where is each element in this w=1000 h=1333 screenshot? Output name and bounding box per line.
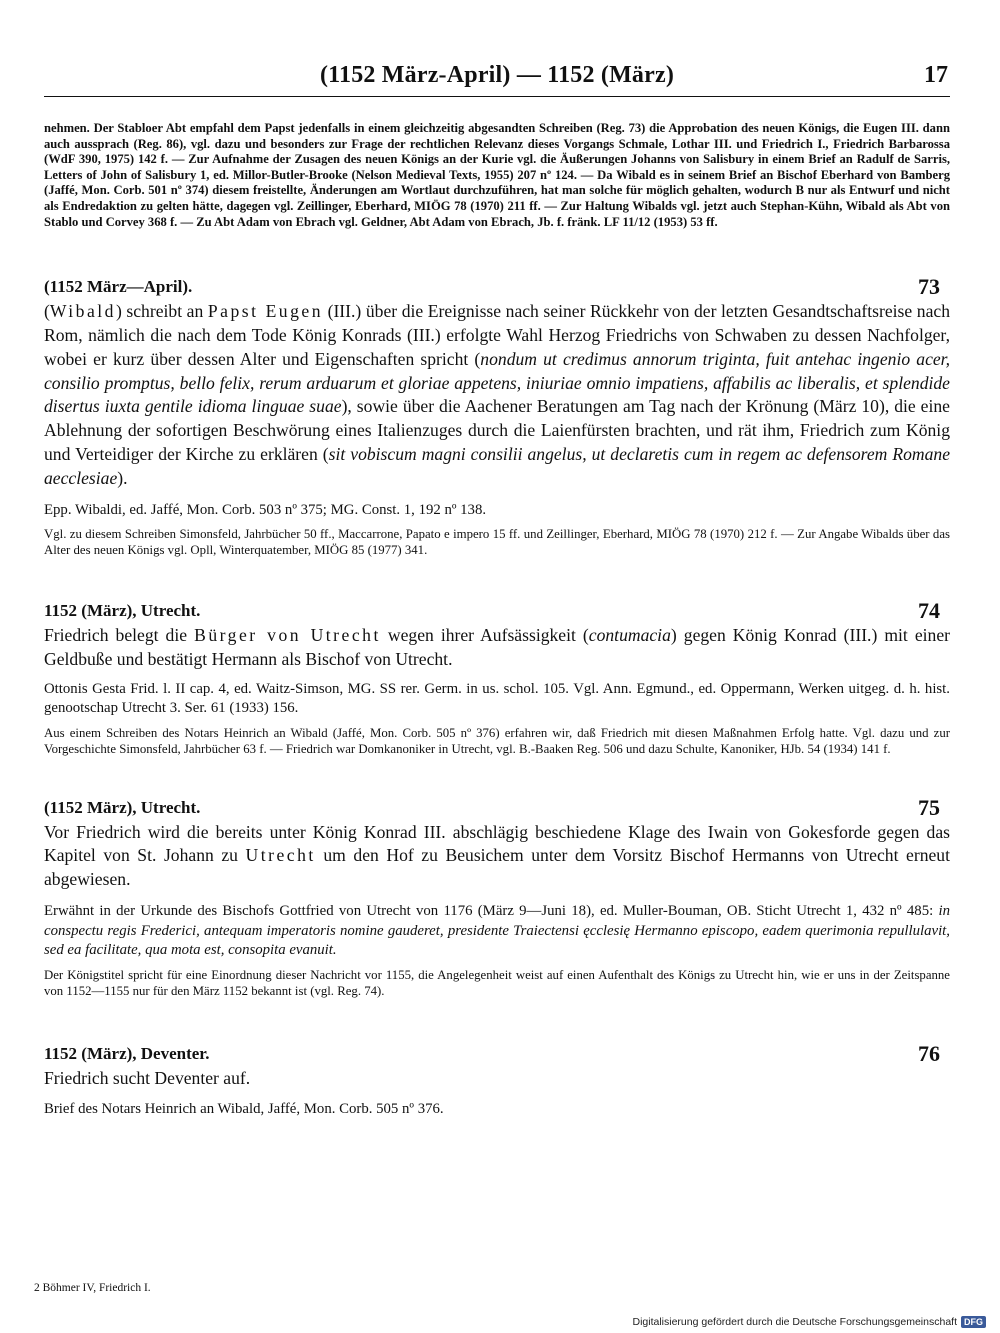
entry-number: 74 [918,598,940,624]
entry-heading [44,795,950,821]
running-title: (1152 März-April) — 1152 (März) [319,62,675,88]
entry-text: (Wibald) schreibt an Papst Eugen (III.) über die Ereignisse nach seiner Rückkehr von der letzten Gesandtschaftsreise nach Rom, nämlich die nach dem Tode König Konrads (III.) erfolgte Wahl Herzog Friedrichs von Schwaben zu dessen Nachfolger, wobei er kurz über dessen Alter und Eigenschaften spricht (nondum ut credimus annorum triginta, fuit antehac ingenio acer, consilio promptus, bello felix, rerum arduarum et gloriae appetens, iniuriae omnio impatiens, affabilis ac liberalis, et splendide disertus iuxta gentile idioma linguae suae), sowie über die Aachener Beratungen am Tag nach der Krönung (März 10), die eine Ablehnung der sofortigen Beschwörung eines Italienzuges durch die Laienfürsten brachten, und rät ihm, Friedrich zum König und Verteidiger der Kirche zu erklären (sit vobiscum magni consilii angelus, ut declaretis cum in regem ac defensorem Romane aecclesiae). [44,301,951,488]
page [44,58,950,1120]
regest-entry-75 [44,795,950,999]
dfg-credit-text: Digitalisierung gefördert durch die Deutsche Forschungsgemeinschaft [632,1316,957,1328]
entry-literature: Der Königstitel spricht für eine Einordnung dieser Nachricht vor 1155, die Angelegenheit weist auf einen Aufenthalt des Königs zu Utrecht hin, wie er uns in der Zeitspanne von 1152—1155 nur für den März 1152 bekannt ist (vgl. Reg. 74). [44,967,950,998]
regest-entry-73 [44,274,950,558]
entry-heading [44,1041,950,1067]
entry-text: Friedrich sucht Deventer auf. [44,1067,251,1088]
entry-source: Erwähnt in der Urkunde des Bischofs Gottfried von Utrecht von 1176 (März 9—Juni 18), ed. Muller-Bouman, OB. Sticht Utrecht 1, 432 nº 485: in conspectu regis Frederici, antequam imperatoris nomine gauderet, presidente Traiectensi ęcclesię Hermanno episcopo, eadem querimonia repullulavit, sed ea facilitate, qua mota est, consopita evanuit. [44,903,950,959]
page-number: 17 [924,62,948,88]
entry-date: (1152 März—April). [44,277,193,297]
entry-date: 1152 (März), Deventer. [44,1043,210,1063]
entry-number: 73 [918,274,940,300]
dfg-logo-icon: DFG [961,1316,986,1328]
entry-source: Epp. Wibaldi, ed. Jaffé, Mon. Corb. 503 nº 375; MG. Const. 1, 192 nº 138. [44,501,487,518]
entry-source: Ottonis Gesta Frid. l. II cap. 4, ed. Waitz-Simson, MG. SS rer. Germ. in us. schol. 105. Vgl. Ann. Egmund., ed. Oppermann, Werken uitgeg. d. h. hist. genootschap Utrecht 3. Ser. 61 (1933) 156. [44,680,950,717]
entry-source: Brief des Notars Heinrich an Wibald, Jaffé, Mon. Corb. 505 nº 376. [44,1101,444,1118]
page-header [44,58,950,97]
entry-number: 76 [918,1040,940,1066]
top-note: nehmen. Der Stabloer Abt empfahl dem Papst jedenfalls in einem gleichzeitig abgesandten Schreiben (Reg. 73) die Approbation des neuen Königs, die Eugen III. dann auch aussprach (Reg. 86), vgl. dazu und besonders zur Frage der rechtlichen Relevanz dieses Vorgangs Schmale, Lothar III. und Friedrich I., Friedrich Barbarossa (WdF 390, 1975) 142 f. — Zur Aufnahme der Zusagen des neuen Königs an der Kurie vgl. die Äußerungen Johanns von Salisbury in einem Brief an Radulf de Sarris, Letters of John of Salisbury 1, ed. Millor-Butler-Brooke (Nelson Medieval Texts, 1955) 207 nº 124. — Da Wibald es in seinem Brief an Bischof Eberhard von Bamberg (Jaffé, Mon. Corb. 501 nº 374) diesem freistellte, Änderungen am Wortlaut durchzuführen, hat man solche für möglich gehalten, wodurch B nur als Entwurf und nicht als Endredaktion zu gelten hätte, dagegen vgl. Zeillinger, Eberhard, MIÖG 78 (1970) 211 ff. — Zur Haltung Wibalds vgl. jetzt auch Stephan-Kühn, Wibald als Abt von Stablo und Corvey 368 f. — Zu Abt Adam von Ebrach vgl. Geldner, Abt Adam von Ebrach, Jb. f. fränk. LF 11/12 (1953) 53 ff. [44,121,950,229]
printer-signature: 2 Böhmer IV, Friedrich I. [34,1282,151,1294]
dfg-credit [632,1316,986,1328]
entry-literature: Vgl. zu diesem Schreiben Simonsfeld, Jahrbücher 50 ff., Maccarrone, Papato e impero 15 ff. und Zeillinger, Eberhard, MIÖG 78 (1970) 212 f. — Zur Angabe Wibalds über das Alter des neuen Königs vgl. Opll, Winterquatember, MIÖG 85 (1977) 341. [44,527,950,558]
entry-date: (1152 März), Utrecht. [44,797,201,817]
entry-text: Friedrich belegt die Bürger von Utrecht wegen ihrer Aufsässigkeit (contumacia) gegen König Konrad (III.) mit einer Geldbuße und bestätigt Hermann als Bischof von Utrecht. [44,625,951,669]
entry-literature: Aus einem Schreiben des Notars Heinrich an Wibald (Jaffé, Mon. Corb. 505 nº 376) erfahren wir, daß Friedrich mit diesen Maßnahmen Erfolg hatte. Vgl. dazu und zur Vorgeschichte Simonsfeld, Jahrbücher 63 f. — Friedrich war Domkanoniker in Utrecht, vgl. B.-Baaken Reg. 506 und dazu Schulte, Kanoniker, HJb. 54 (1934) 141 f. [44,725,950,756]
entry-date: 1152 (März), Utrecht. [44,601,201,621]
entry-heading [44,598,950,624]
entry-number: 75 [918,794,940,820]
regest-entry-74 [44,598,950,757]
entry-heading [44,274,950,300]
regest-entry-76 [44,1041,950,1120]
entry-text: Vor Friedrich wird die bereits unter König Konrad III. abschlägig beschiedene Klage des Iwain von Gokesforde gegen das Kapitel von St. Johann zu Utrecht um den Hof zu Beusichem unter dem Vorsitz Bischof Hermanns von Utrecht erneut abgewiesen. [44,821,950,890]
